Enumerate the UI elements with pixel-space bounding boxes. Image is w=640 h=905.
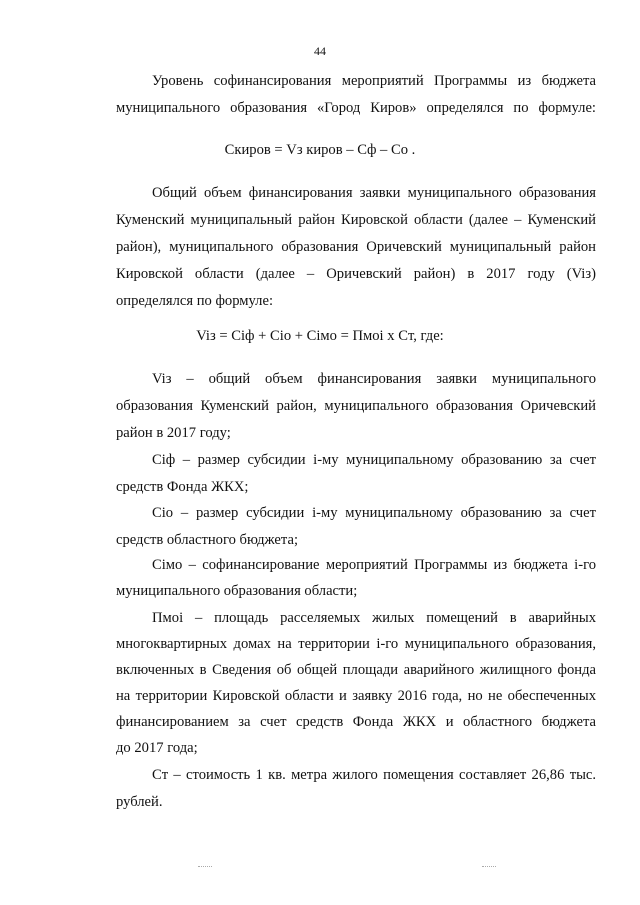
paragraph-total-volume-line-5: определялся по формуле: [116,293,273,309]
definition-cio-line-1: Cio – размер субсидии i-му муниципальному образованию за счет [152,505,596,521]
definition-pmoi-line-2: многоквартирных домах на территории i-го муниципального образования, [116,636,596,652]
definition-ct-line-1: Cт – стоимость 1 кв. метра жилого помещения составляет 26,86 тыс. [152,767,596,783]
definition-cif-line-1: Ciф – размер субсидии i-му муниципальному образованию за счет [152,452,596,468]
paragraph-cofinancing-line-2: муниципального образования «Город Киров» определялся по формуле: [116,100,596,116]
definition-viz-line-1: Viз – общий объем финансирования заявки муниципального [152,371,596,387]
definition-pmoi-line-6: до 2017 года; [116,740,198,756]
definition-viz-line-2: образования Куменский район, муниципального образования Оричевский [116,398,596,414]
formula-kirov: Cкиров = Vз киров – Cф – Cо . [224,142,416,158]
formula-viz: Viз = Ciф + Cio + Ciмo = Пмoi x Cт, где: [196,328,444,344]
definition-cio-line-2: средств областного бюджета; [116,532,298,548]
paragraph-total-volume-line-1: Общий объем финансирования заявки муниципального образования [152,185,596,201]
definition-cimo-line-2: муниципального образования области; [116,583,358,599]
definition-pmoi-line-4: на территории Кировской области и заявку 2016 года, но не обеспеченных [116,688,596,704]
definition-pmoi-line-1: Пмoi – площадь расселяемых жилых помещений в аварийных [152,610,596,626]
definition-ct-line-2: рублей. [116,794,163,810]
paragraph-cofinancing-line-1: Уровень софинансирования мероприятий Программы из бюджета [152,73,596,89]
definition-cif-line-2: средств Фонда ЖКХ; [116,479,249,495]
scan-speck [198,866,212,868]
definition-cimo-line-1: Ciмo – софинансирование мероприятий Программы из бюджета i-го [152,557,596,573]
definition-pmoi-line-3: включенных в Сведения об общей площади аварийного жилищного фонда [116,662,596,678]
paragraph-total-volume-line-4: Кировской области (далее – Оричевский район) в 2017 году (Viз) [116,266,596,282]
paragraph-total-volume-line-3: район), муниципального образования Оричевский муниципальный район [116,239,596,255]
definition-pmoi-line-5: финансированием за счет средств Фонда ЖКХ и областного бюджета [116,714,596,730]
scan-speck [482,866,496,868]
definition-viz-line-3: район в 2017 году; [116,425,231,441]
paragraph-total-volume-line-2: Куменский муниципальный район Кировской области (далее – Куменский [116,212,596,228]
page-number: 44 [314,44,326,58]
